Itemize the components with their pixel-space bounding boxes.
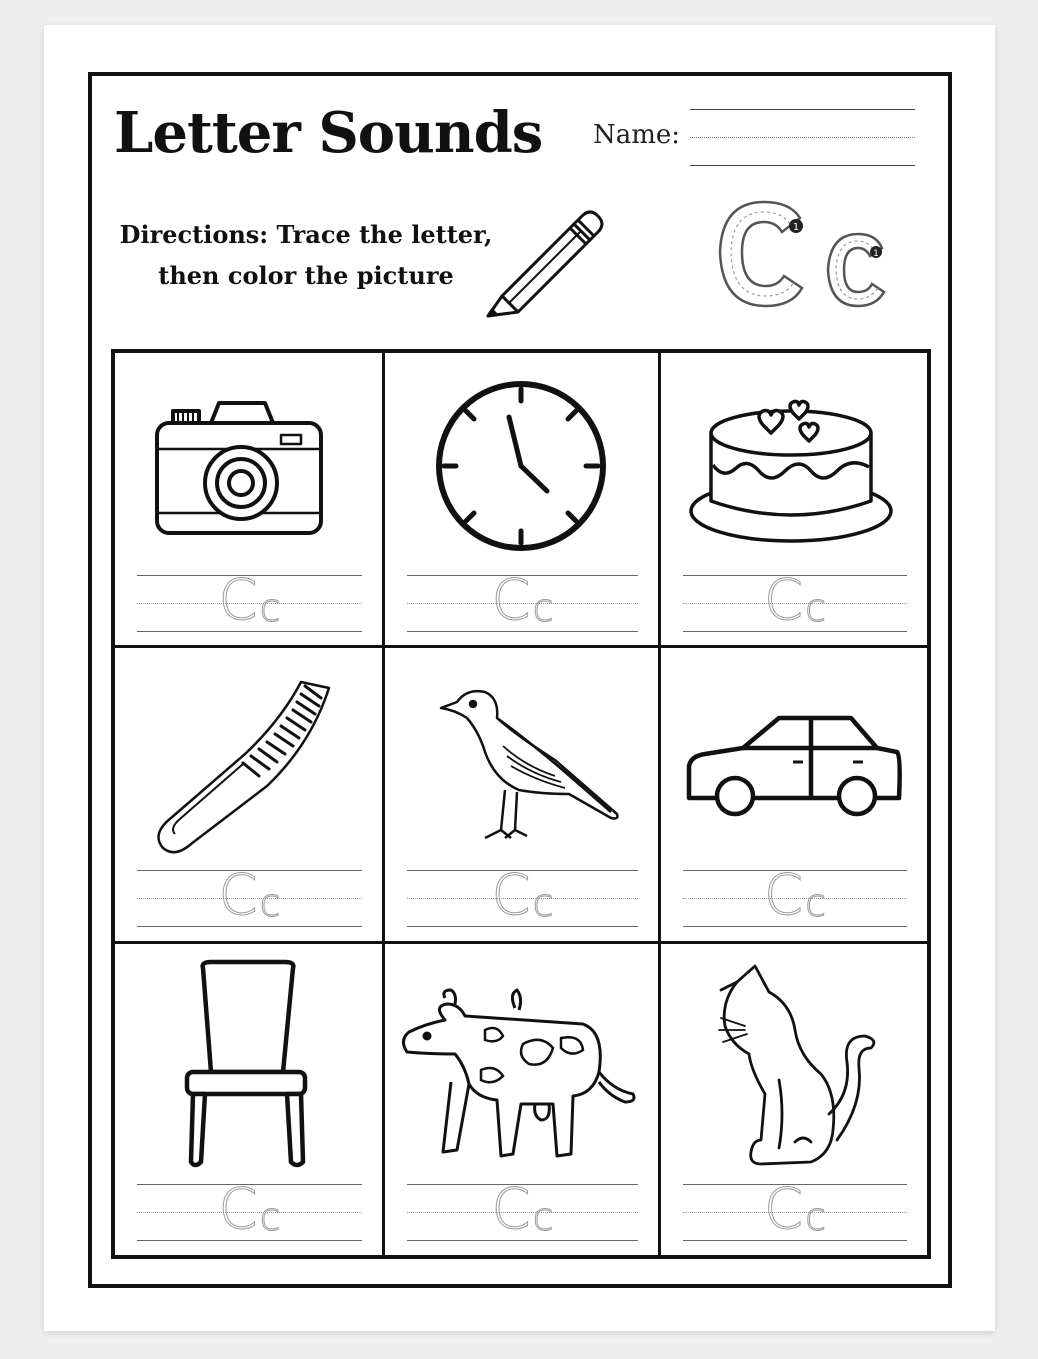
pencil-icon xyxy=(482,198,606,322)
picture-cell-clock[interactable] xyxy=(385,353,661,648)
trace-lines[interactable] xyxy=(407,1177,638,1244)
picture-cell-car[interactable] xyxy=(661,648,927,944)
cake-icon xyxy=(661,353,927,573)
trace-letters: Cc xyxy=(491,1177,554,1242)
name-field[interactable] xyxy=(690,107,915,167)
cat-icon xyxy=(661,944,927,1174)
car-icon xyxy=(661,648,927,868)
picture-cell-chair[interactable] xyxy=(115,944,385,1255)
trace-lines[interactable] xyxy=(407,863,638,930)
trace-letters: Cc xyxy=(218,1177,281,1242)
comb-icon xyxy=(115,648,385,868)
trace-lines[interactable] xyxy=(137,1177,362,1244)
picture-grid xyxy=(111,349,931,1259)
trace-letters: Cc xyxy=(218,568,281,633)
trace-letters: Cc xyxy=(491,568,554,633)
trace-letters: Cc xyxy=(763,1177,827,1242)
letter-badge-icon xyxy=(712,196,896,316)
page-title: Letter Sounds xyxy=(114,100,543,166)
trace-lines[interactable] xyxy=(683,568,907,635)
picture-cell-comb[interactable] xyxy=(115,648,385,944)
camera-icon xyxy=(115,353,385,573)
trace-letters: Cc xyxy=(763,568,827,633)
trace-lines[interactable] xyxy=(137,863,362,930)
picture-cell-cake[interactable] xyxy=(661,353,927,648)
name-label: Name: xyxy=(593,120,681,150)
trace-letters: Cc xyxy=(218,863,281,928)
trace-lines[interactable] xyxy=(137,568,362,635)
crow-icon xyxy=(385,648,661,868)
directions-line-1: Directions: Trace the letter, xyxy=(119,220,493,249)
trace-lines[interactable] xyxy=(683,1177,907,1244)
trace-lines[interactable] xyxy=(683,863,907,930)
chair-icon xyxy=(115,944,385,1174)
cow-icon xyxy=(385,944,661,1174)
picture-cell-cat[interactable] xyxy=(661,944,927,1255)
trace-lines[interactable] xyxy=(407,568,638,635)
trace-letters: Cc xyxy=(491,863,554,928)
badge-step-2: 1 xyxy=(873,249,879,259)
clock-icon xyxy=(385,353,661,573)
directions xyxy=(118,214,494,296)
picture-cell-crow[interactable] xyxy=(385,648,661,944)
trace-letters: Cc xyxy=(763,863,827,928)
badge-step-1: 1 xyxy=(792,222,800,233)
picture-cell-camera[interactable] xyxy=(115,353,385,648)
picture-cell-cow[interactable] xyxy=(385,944,661,1255)
directions-line-2: then color the picture xyxy=(158,261,454,290)
